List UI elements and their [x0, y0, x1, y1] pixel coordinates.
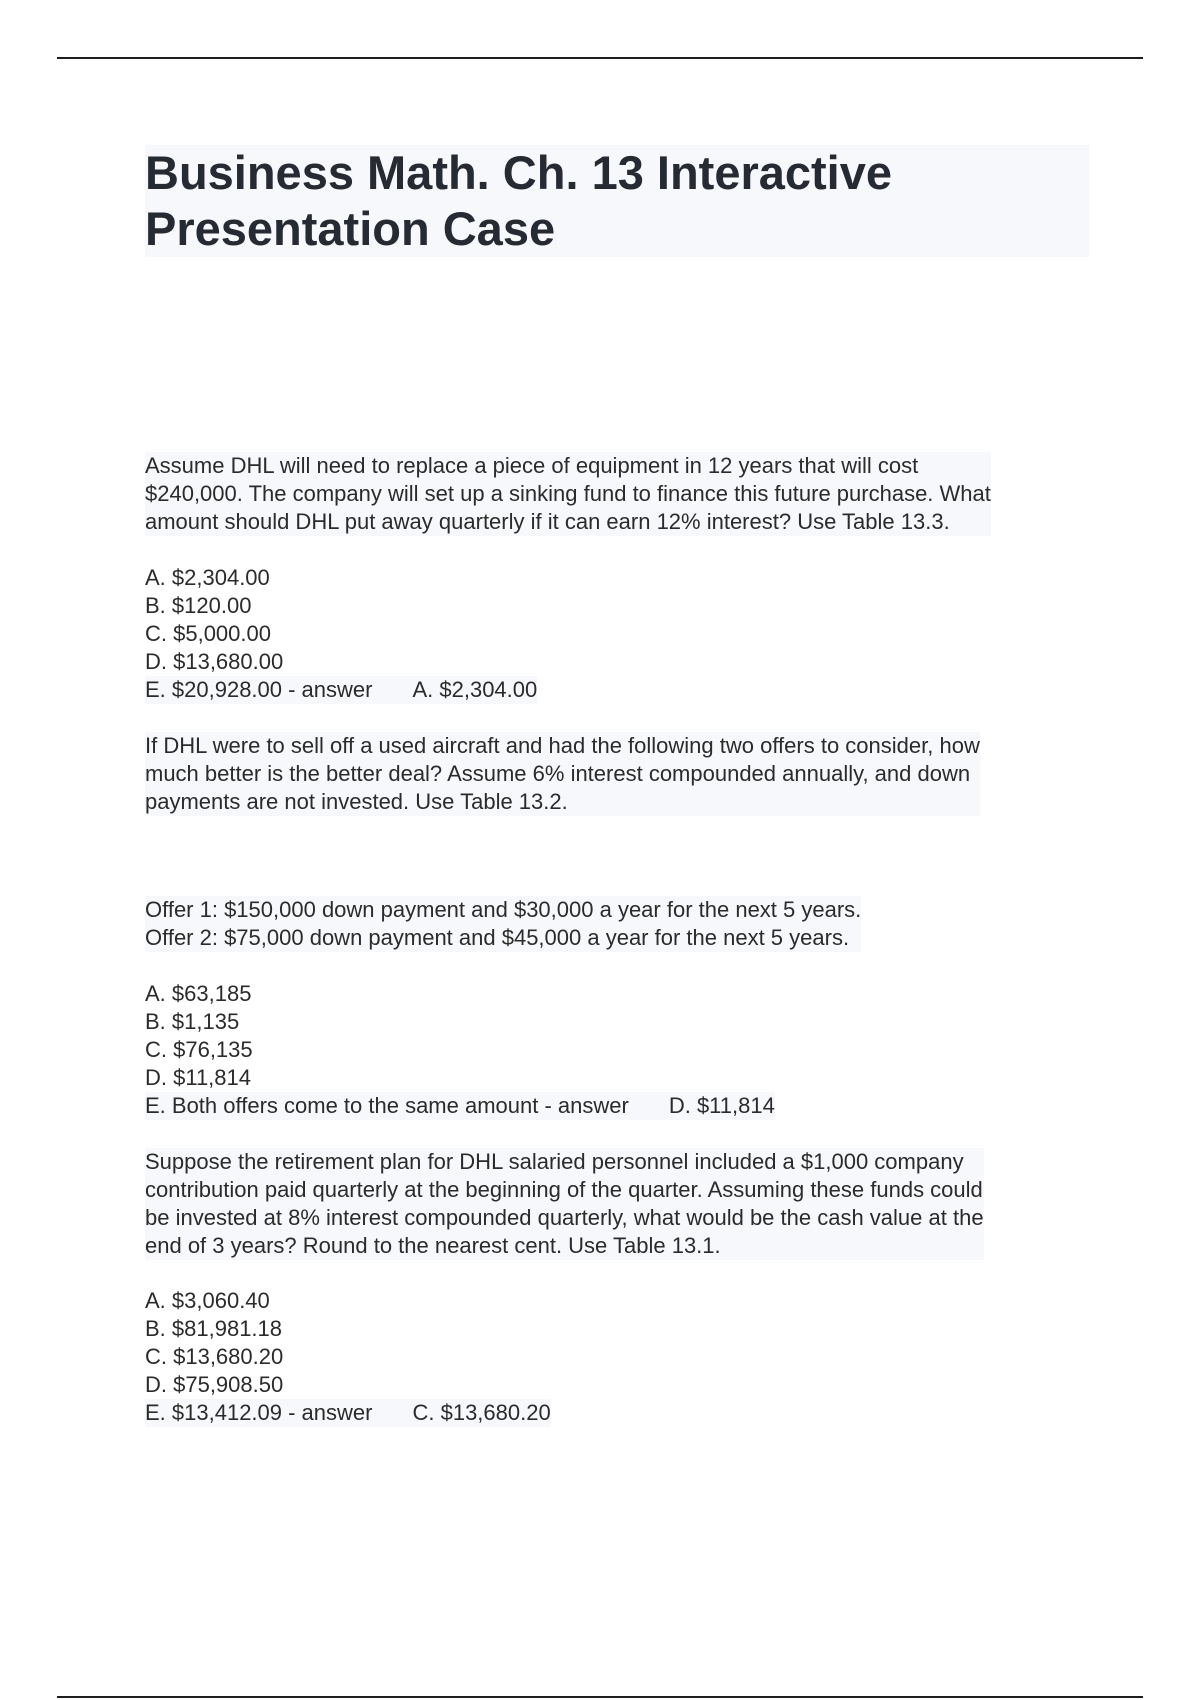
question-3-option-e: E. $13,412.09 - answer	[145, 1400, 373, 1425]
question-2-option-c: C. $76,135	[145, 1037, 253, 1062]
question-2-option-e: E. Both offers come to the same amount - answer	[145, 1093, 629, 1118]
question-3-option-c: C. $13,680.20	[145, 1344, 284, 1369]
question-3-prompt: Suppose the retirement plan for DHL salaried personnel included a $1,000 company contribution paid quarterly at the beginning of the quarter. Assuming these funds could be invested at 8% interest compounded quarterly, what would be the cash value at the end of 3 years? Round to the nearest cent. Use Table 13.1.	[145, 1149, 984, 1258]
question-3-options	[145, 1287, 551, 1427]
question-1-option-b: B. $120.00	[145, 593, 252, 618]
question-1-option-c: C. $5,000.00	[145, 621, 271, 646]
bottom-divider	[57, 1696, 1143, 1698]
question-1-answer-line	[145, 676, 537, 704]
question-2-prompt: If DHL were to sell off a used aircraft and had the following two offers to consider, how much better is the better deal? Assume 6% interest compounded annually, and down payments are not invested. Use Table 13.2.	[145, 733, 980, 814]
question-1-option-a: A. $2,304.00	[145, 565, 270, 590]
question-1-option-d: D. $13,680.00	[145, 649, 284, 674]
question-1-option-e: E. $20,928.00 - answer	[145, 677, 373, 702]
question-1-prompt: Assume DHL will need to replace a piece of equipment in 12 years that will cost $240,000. The company will set up a sinking fund to finance this future purchase. What amount should DHL put away quarterly if it can earn 12% interest? Use Table 13.3.	[145, 453, 991, 534]
top-divider	[57, 57, 1143, 59]
question-2-options	[145, 980, 775, 1120]
question-2-offers	[145, 896, 861, 952]
question-3-option-b: B. $81,981.18	[145, 1316, 283, 1341]
question-2-offer-text: Offer 1: $150,000 down payment and $30,000 a year for the next 5 years. Offer 2: $75,000 down payment and $45,000 a year for the next 5 years.	[145, 897, 862, 950]
question-2	[145, 732, 980, 816]
question-2-option-a: A. $63,185	[145, 981, 252, 1006]
question-2-option-d: D. $11,814	[145, 1065, 252, 1090]
document-title: Business Math. Ch. 13 Interactive Presentation Case	[145, 146, 893, 255]
question-3-answer-line	[145, 1399, 551, 1427]
question-3-answer: C. $13,680.20	[412, 1400, 551, 1425]
question-2-answer: D. $11,814	[668, 1093, 775, 1118]
question-2-answer-line	[145, 1092, 775, 1120]
question-1-options	[145, 564, 537, 704]
question-1-answer: A. $2,304.00	[412, 677, 538, 702]
question-1	[145, 452, 991, 536]
question-2-option-b: B. $1,135	[145, 1009, 240, 1034]
title-box	[145, 145, 1089, 257]
question-3-option-d: D. $75,908.50	[145, 1372, 284, 1397]
question-3	[145, 1148, 984, 1260]
question-3-option-a: A. $3,060.40	[145, 1288, 270, 1313]
